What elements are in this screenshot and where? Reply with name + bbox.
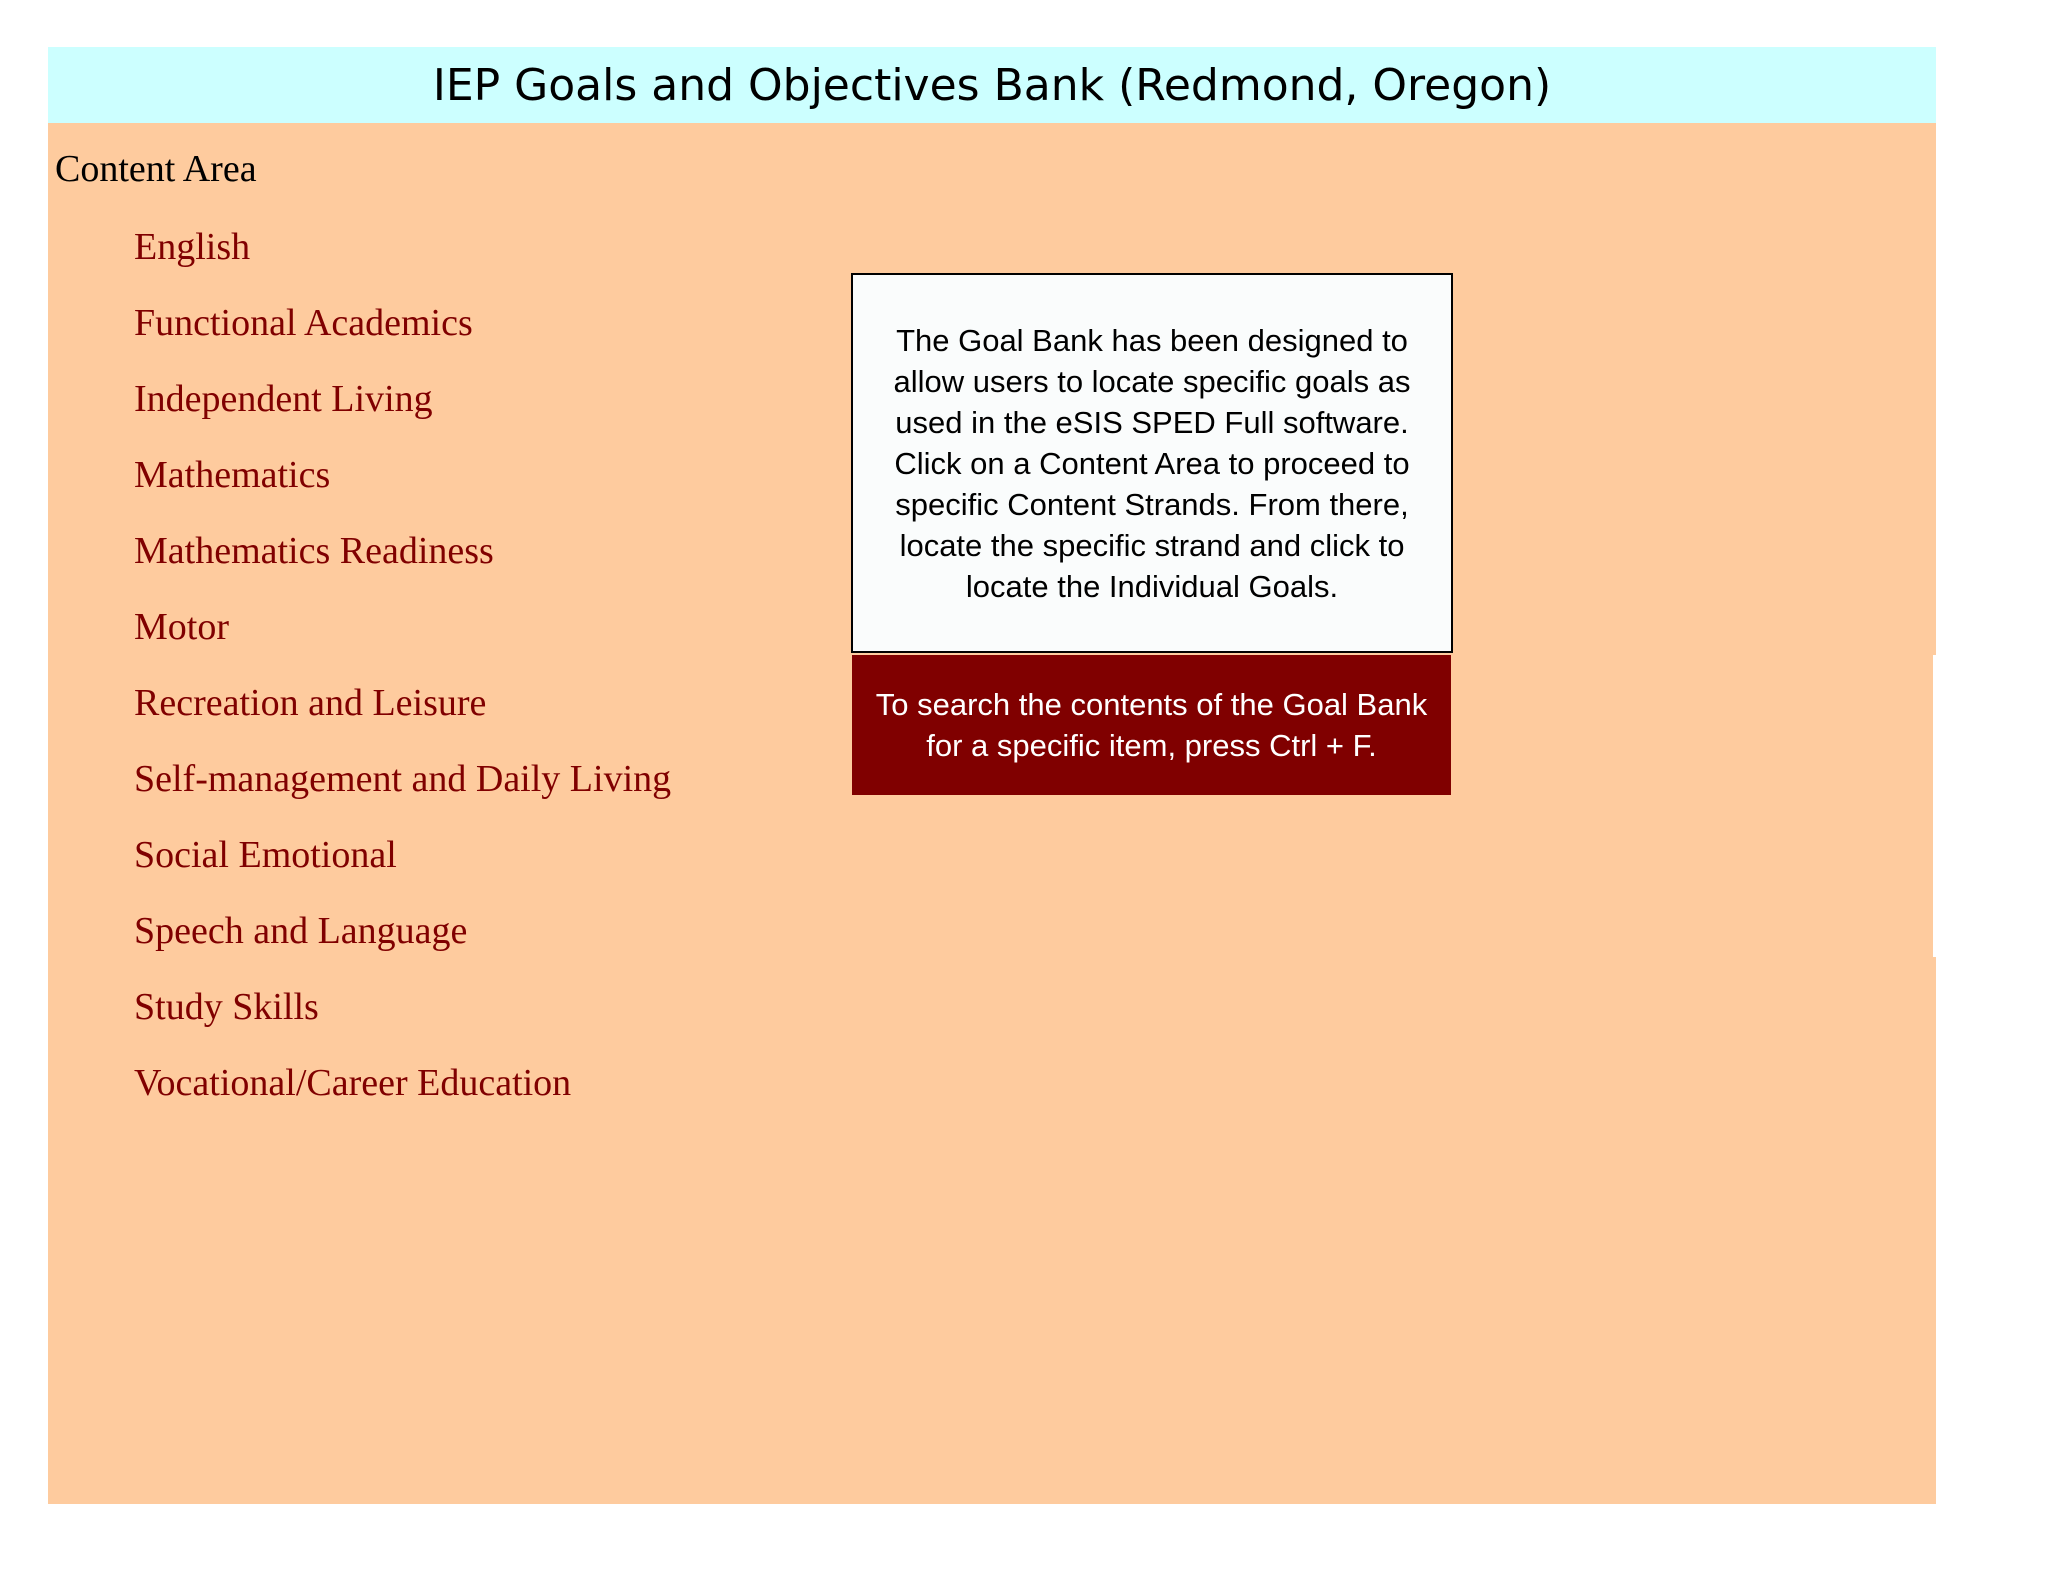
instructions-text: The Goal Bank has been designed to allow users to locate specific goals as used in the eSIS SPED Full software. Click on a Content Area to proceed to specific Content Strands. From there, locate the specific strand and click to locate the Individual Goals. [893, 322, 1411, 604]
content-area-link-vocational-career-education[interactable]: Vocational/Career Education [134, 1062, 572, 1104]
instructions-box [851, 273, 1453, 653]
content-area-link-social-emotional[interactable]: Social Emotional [134, 834, 397, 876]
content-area-link-functional-academics[interactable]: Functional Academics [134, 302, 473, 344]
content-area-link-speech-and-language[interactable]: Speech and Language [134, 910, 468, 952]
content-area-link-recreation-and-leisure[interactable]: Recreation and Leisure [134, 682, 487, 724]
content-area-list [134, 223, 671, 1135]
content-area-link-mathematics-readiness[interactable]: Mathematics Readiness [134, 530, 494, 572]
content-area-heading: Content Area [55, 148, 257, 190]
content-area-link-motor[interactable]: Motor [134, 606, 229, 648]
content-area-link-independent-living[interactable]: Independent Living [134, 378, 433, 420]
search-tip-box [852, 655, 1451, 795]
content-area-link-self-management[interactable]: Self-management and Daily Living [134, 758, 672, 800]
right-edge-divider [1933, 655, 1939, 957]
content-area-link-study-skills[interactable]: Study Skills [134, 986, 319, 1028]
search-tip-text: To search the contents of the Goal Bank for a specific item, press Ctrl + F. [875, 687, 1428, 763]
content-area-link-english[interactable]: English [134, 226, 251, 268]
content-area-link-mathematics[interactable]: Mathematics [134, 454, 331, 496]
title-bar [48, 47, 1936, 123]
page-title: IEP Goals and Objectives Bank (Redmond, Oregon) [432, 59, 1552, 111]
